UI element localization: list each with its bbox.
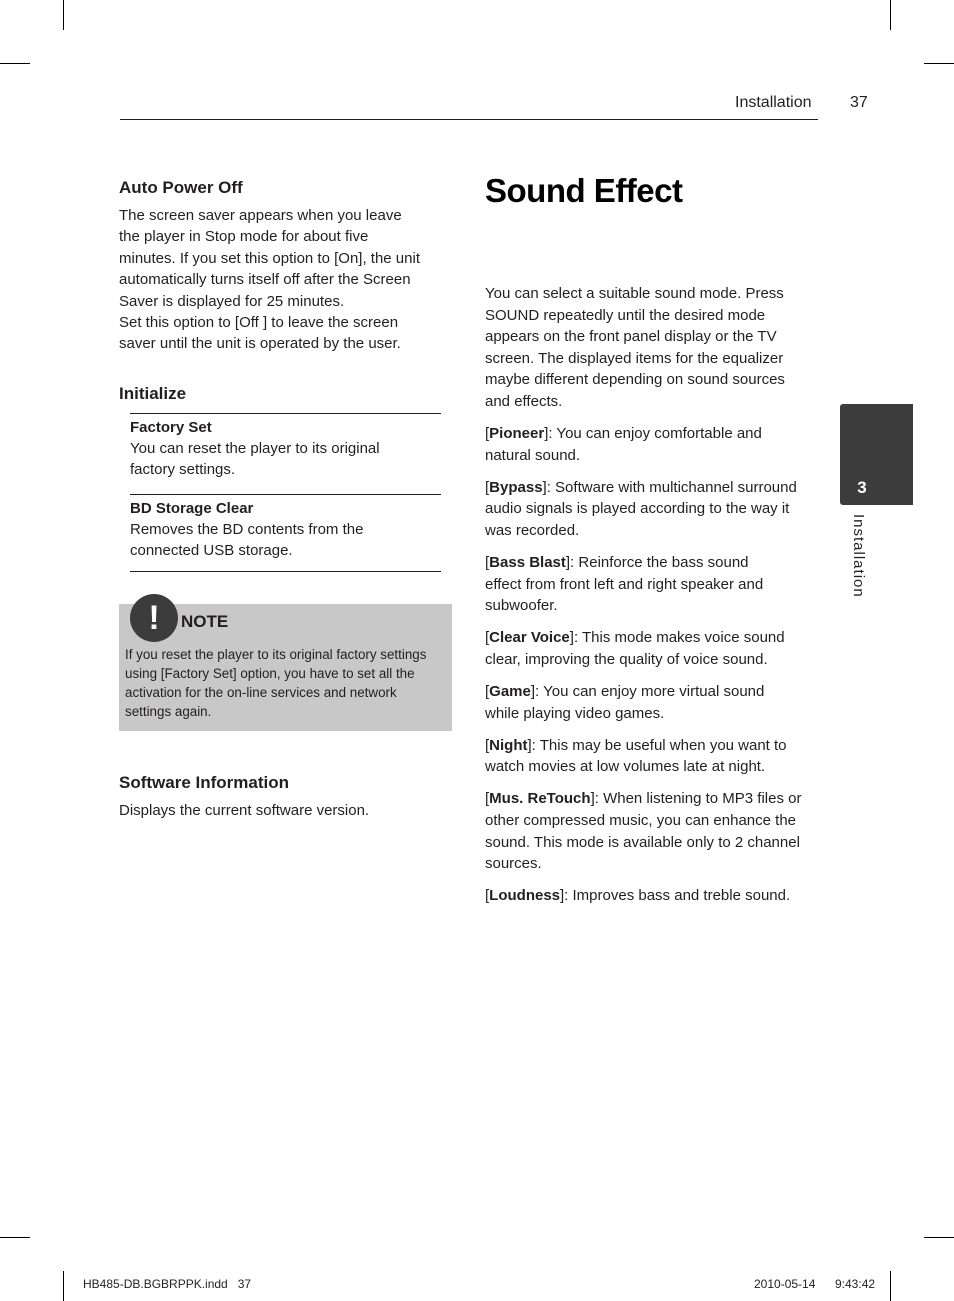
sound-mode-mus-retouch: [Mus. ReTouch]: When listening to MP3 files or other compressed music, you can enhance the sound. This mode is available only to 2 channel sources. <box>485 790 802 873</box>
footer-file: HB485-DB.BGBRPPK.indd 37 <box>83 1277 252 1291</box>
software-info-text: Displays the current software version. <box>119 802 370 819</box>
text-line: the player in Stop mode for about five <box>119 228 369 246</box>
software-info-heading: Software Information <box>119 773 290 792</box>
text-line: ]: This mode makes voice sound <box>569 629 785 647</box>
auto-power-off-heading: Auto Power Off <box>119 178 243 197</box>
text-line: connected USB storage. <box>130 542 293 560</box>
footer-date: 2010-05-14 <box>754 1277 816 1291</box>
text-line: SOUND repeatedly until the desired mode <box>485 306 766 324</box>
note-title: NOTE <box>181 612 229 631</box>
table-rule <box>130 413 441 414</box>
mode-name: Bypass <box>489 478 543 496</box>
mode-name: Clear Voice <box>489 629 570 647</box>
text-line: screen. The displayed items for the equalizer <box>485 349 784 367</box>
header-rule <box>120 119 818 120</box>
text-line: ]: Reinforce the bass sound <box>565 554 749 572</box>
text-line: minutes. If you set this option to [On], the unit <box>119 249 420 267</box>
factory-set-title: Factory Set <box>130 419 212 436</box>
bd-storage-clear-title: BD Storage Clear <box>130 500 254 517</box>
text-line: ]: When listening to MP3 files or <box>590 790 802 808</box>
text-line: Saver is displayed for 25 minutes. <box>119 292 345 310</box>
factory-set-row[interactable] <box>130 417 440 481</box>
text-line: The screen saver appears when you leave <box>119 207 402 224</box>
page-title: Sound Effect <box>485 172 683 209</box>
crop-mark <box>924 1237 954 1238</box>
text-line: You can reset the player to its original <box>130 440 380 457</box>
chapter-number: 3 <box>857 478 867 497</box>
sound-mode-bypass: [Bypass]: Software with multichannel surround audio signals is played according to the way it was recorded. <box>485 478 797 539</box>
sound-effect-content <box>485 283 819 917</box>
sound-mode-bass-blast: [Bass Blast]: Reinforce the bass sound effect from front left and right speaker and subwoofer. <box>485 554 764 615</box>
text-line: subwoofer. <box>485 597 558 615</box>
text-line: effect from front left and right speaker and <box>485 575 764 593</box>
auto-power-off-text <box>119 205 449 355</box>
exclamation-icon: ! <box>130 594 178 642</box>
text-line: clear, improving the quality of voice sound. <box>485 650 768 668</box>
crop-mark <box>63 1271 64 1301</box>
mode-name: Bass Blast <box>489 554 566 572</box>
text-line: activation for the on-line services and network <box>125 685 397 700</box>
text-line: while playing video games. <box>485 704 665 722</box>
header-section-label: Installation <box>735 94 812 111</box>
text-line: audio signals is played according to the way it <box>485 500 790 518</box>
text-line: natural sound. <box>485 446 581 464</box>
crop-mark <box>63 0 64 30</box>
bd-storage-clear-row[interactable] <box>130 498 440 562</box>
text-line: watch movies at low volumes late at night. <box>485 758 766 776</box>
text-line: and effects. <box>485 392 563 410</box>
text-line: ]: You can enjoy more virtual sound <box>530 683 765 700</box>
crop-mark <box>890 0 891 30</box>
table-rule <box>130 494 441 495</box>
text-line: automatically turns itself off after the Screen <box>119 271 411 289</box>
text-line: ]: This may be useful when you want to <box>527 736 787 754</box>
sound-mode-clear-voice: [Clear Voice]: This mode makes voice sound clear, improving the quality of voice sound. <box>485 629 785 668</box>
text-line: You can select a suitable sound mode. Press <box>485 285 784 302</box>
note-text <box>125 645 449 721</box>
chapter-label: Installation <box>850 514 867 598</box>
mode-name: Pioneer <box>489 425 545 443</box>
crop-mark <box>0 1237 30 1238</box>
text-line: sources. <box>485 855 542 873</box>
text-line: was recorded. <box>485 521 580 539</box>
mode-name: Loudness <box>489 887 561 905</box>
page-number: 37 <box>850 94 868 111</box>
bd-storage-clear-text <box>130 519 440 562</box>
text-line: maybe different depending on sound sources <box>485 371 785 389</box>
text-line: Set this option to [Off ] to leave the screen <box>119 314 399 332</box>
mode-name: Night <box>489 736 528 754</box>
sound-mode-pioneer: [Pioneer]: You can enjoy comfortable and natural sound. <box>485 425 762 464</box>
crop-mark <box>0 63 30 64</box>
text-line: appears on the front panel display or the TV <box>485 328 777 346</box>
sound-mode-night: [Night]: This may be useful when you want to watch movies at low volumes late at night. <box>485 736 787 776</box>
text-line: ]: Improves bass and treble sound. <box>560 887 791 905</box>
mode-name: Mus. ReTouch <box>489 790 591 808</box>
crop-mark <box>890 1271 891 1301</box>
sound-mode-game: [Game]: You can enjoy more virtual sound while playing video games. <box>485 683 765 722</box>
crop-mark <box>924 63 954 64</box>
initialize-heading: Initialize <box>119 384 187 403</box>
text-line: saver until the unit is operated by the user. <box>119 335 401 353</box>
text-line: Removes the BD contents from the <box>130 521 364 538</box>
text-line: using [Factory Set] option, you have to set all the <box>125 666 415 681</box>
intro-paragraph <box>485 283 819 413</box>
text-line: factory settings. <box>130 461 236 479</box>
text-line: ]: You can enjoy comfortable and <box>544 425 762 443</box>
footer-time: 9:43:42 <box>835 1277 876 1291</box>
factory-set-text <box>130 438 440 481</box>
text-line: sound. This mode is available only to 2 channel <box>485 833 800 851</box>
text-line: other compressed music, you can enhance the <box>485 811 797 829</box>
sound-mode-loudness: [Loudness]: Improves bass and treble sound. <box>485 887 791 905</box>
text-line: settings again. <box>125 704 212 719</box>
table-rule <box>130 571 441 572</box>
text-line: If you reset the player to its original factory settings <box>125 647 427 662</box>
text-line: ]: Software with multichannel surround <box>542 478 797 496</box>
mode-name: Game <box>489 683 531 700</box>
